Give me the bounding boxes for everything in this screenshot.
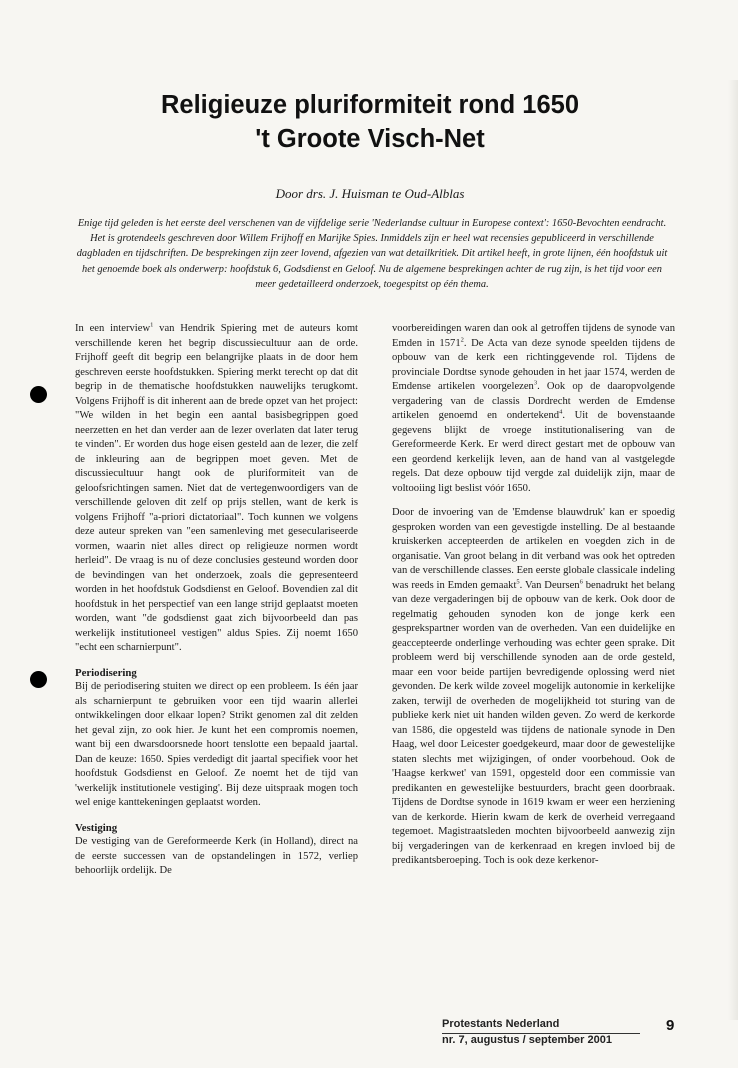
paragraph-interview: [75, 322, 358, 656]
heading-vestiging: Vestiging: [75, 821, 118, 834]
footnote-ref-3: 3: [533, 379, 538, 387]
text-run: . Van Deursen: [519, 579, 580, 591]
footnote-ref-6: 6: [579, 577, 583, 585]
footnote-ref-4: 4: [559, 408, 563, 416]
text-run: Door de invoering van de 'Emdense blauwdruk' kan er spoedig gesproken worden van een gevestigde instelling. De al bestaande kruiskerken accepteerden de artikelen en voegden zich in de organisatie. Van groot belang in dit verband was ook het optreden van de verschillende classes. Een eerste globale classicale indeling was reeds in Emden gemaakt: [392, 507, 675, 591]
text-run: voorbereidingen waren dan ook al getroffen tijdens de synode van Emden in 1571: [392, 323, 675, 349]
paragraph-blauwdruk: [392, 506, 675, 869]
article-title: [60, 88, 680, 156]
text-run: van Hendrik Spiering met de auteurs komt verschillende keren het begrip discussiecultuur aan de orde. Frijhoff geeft dit begrip een belangrijke plaats in de door hem geschreven eerste hoofdstukken. Spiering merkt terecht op dat dit begrip in de thematische hoofdstukken nauwelijks terugkomt. Volgens Frijhoff is dit inherent aan de brede opzet van het project: "We wilden in het begin een aantal basisbegrippen goed neerzetten en het dan verder aan de lezer overlaten dat later terug te vinden". Er worden dus hoge eisen gesteld aan de lezer, die zelf de inkleuring aan de begrippen moet geven. Met de discussiecultuur hangt ook de pluriformiteit van de geloofsrichtingen samen. Niet dat de vertegenwoordigers van de verschillende geloven dit zelf op prijs stellen, want de kerk is volgens Frijhoff "a-priori dictatoriaal". Toch kunnen we volgens deze auteur spreken van "een samenleving met geseculariseerde vormen, waarin niet alles direct op religieuze normen wordt herleid". De vraag is nu of deze conclusies gesteund worden door de bevindingen van het onderzoek, zoals die gepresenteerd worden in het hoofdstuk Godsdienst en Geloof. Bovendien zal dit hoofdstuk in het perspectief van een lange strijd geplaatst moeten worden, want "de godsdienst gaat zich bijvoorbeeld dan pas werkelijk institutioneel vestigen" aldus Spies. Zij noemt 1650 "echt een scharnierpunt".: [75, 323, 358, 653]
right-column: [392, 322, 675, 879]
byline: Door drs. J. Huisman te Oud-Alblas: [275, 186, 465, 201]
page-number: 9: [666, 1017, 675, 1034]
paragraph-periodisering: Bij de periodisering stuiten we direct op een probleem. Is één jaar als scharnierpunt te gebruiken voor een tijd waarin allerlei ontwikkelingen door elkaar lopen? Strikt genomen zal dit zelden het geval zijn, zo ook hier. Je kunt het een compromis noemen, want bij een dwarsdoorsnede hoort tenslotte een bepaald jaartal. Dan de keuze: 1650. Spies verdedigt dit jaartal specifiek voor het hoofdstuk Godsdienst en Geloof. Ze noemt het de tijd van 'werkelijk institutionele vestiging'. Bij deze uitspraak mogen toch wel enige kanttekeningen geplaatst worden.: [75, 681, 358, 808]
footnote-ref-1: 1: [150, 321, 154, 329]
punch-hole-bottom: [30, 671, 47, 688]
text-run: benadrukt het belang van deze vergaderingen bij de opbouw van de kerk. Ook door de regelmatig gehouden synoden kon de jonge kerk een gesprekspartner worden van de overheden. Van een duidelijke en geaccepteerde onderlinge verhouding was echter geen sprake. Dit probleem werd bij verschillende synoden aan de orde gesteld, maar een voor beide partijen bevredigende oplossing werd niet gevonden. De kerk wilde zoveel mogelijk autonomie in kerkelijke zaken, terwijl de overheden de mogelijkheid tot sturing van de publieke kerk niet uit handen wilden geven. Zo werd de kerkorde van 1586, die opgesteld was tijdens de nationale synode in Den Haag, wel door Leicester goedgekeurd, maar door de gewestelijke staten slechts met wijzigingen, of onder voorbehoud. Ook de 'Haagse kerkwet' van 1591, opgesteld door een commissie van predikanten en gewestelijke bestuurders, bracht geen doorbraak. Tijdens de Dordtse synode in 1619 kwam er weer een herziening van de kerkorde. Hierin kwam de kerk de overheid verregaand tegemoet. Magistraatsleden mochten bijvoorbeeld aanwezig zijn bij vergaderingen van de kerkenraad en kregen invloed bij de predikantsberoeping. Toch is ook deze kerkenor-: [392, 579, 675, 866]
paragraph-vestiging: De vestiging van de Gereformeerde Kerk (in Holland), direct na de eerste successen van de opstandelingen in 1572, verliep behoorlijk ordelijk. De: [75, 836, 358, 876]
footer-issue: nr. 7, augustus / september 2001: [442, 1034, 612, 1046]
text-run: In een interview: [75, 323, 151, 334]
heading-periodisering: Periodisering: [75, 666, 137, 679]
footer-publication: Protestants Nederland: [442, 1018, 560, 1030]
text-run: . De Acta van deze synode speelden tijdens de opbouw van de kerk een richtinggevende rol. Tijdens de provinciale Dordtse synode gehouden in het jaar 1574, werden de Emdense artikelen voorgelezen: [392, 337, 676, 392]
text-run: . Uit de bovenstaande gegevens blijkt de vroege institutionalisering van de Gereformeerde Kerk. Er werd direct gestart met de opbouw van een geordend kerkelijk leven, aan de hand van al vastgelegde regels. Dat deze opbouw tijd vergde zal duidelijk zijn, maar de voltooiing ligt beslist vóór 1650.: [392, 410, 675, 494]
paragraph-emden: [392, 322, 675, 496]
punch-hole-top: [30, 386, 47, 403]
article-title-line-1: Religieuze pluriformiteit rond 1650: [161, 91, 579, 119]
footnote-ref-2: 2: [460, 335, 464, 343]
scan-edge-shadow: [728, 80, 738, 1020]
footnote-ref-5: 5: [516, 577, 520, 585]
intro-abstract: Enige tijd geleden is het eerste deel verschenen van de vijfdelige serie 'Nederlandse cultuur in Europese context': 1650-Bevochten eendracht. Het is grotendeels geschreven door Willem Frijhoff en Marijke Spies. Inmiddels zijn er heel wat recensies gepubliceerd in verschillende dagbladen en tijdschriften. De besprekingen zijn zeer lovend, afgezien van wat detailkritiek. Dit artikel heeft, in grote lijnen, één hoofdstuk uit het genoemde boek als onderwerp: hoofdstuk 6, Godsdienst en Geloof. Nu de algemene besprekingen achter de rug zijn, is het tijd voor een meer gedetailleerd onderzoek, toegespitst op één thema.: [76, 218, 668, 290]
left-column: [75, 322, 358, 889]
text-run: . Ook op de daaropvolgende vergadering van de classis Dordrecht werden de Emdense artikelen genoemd en ondertekend: [392, 381, 675, 421]
article-title-line-2: 't Groote Visch-Net: [255, 125, 485, 153]
